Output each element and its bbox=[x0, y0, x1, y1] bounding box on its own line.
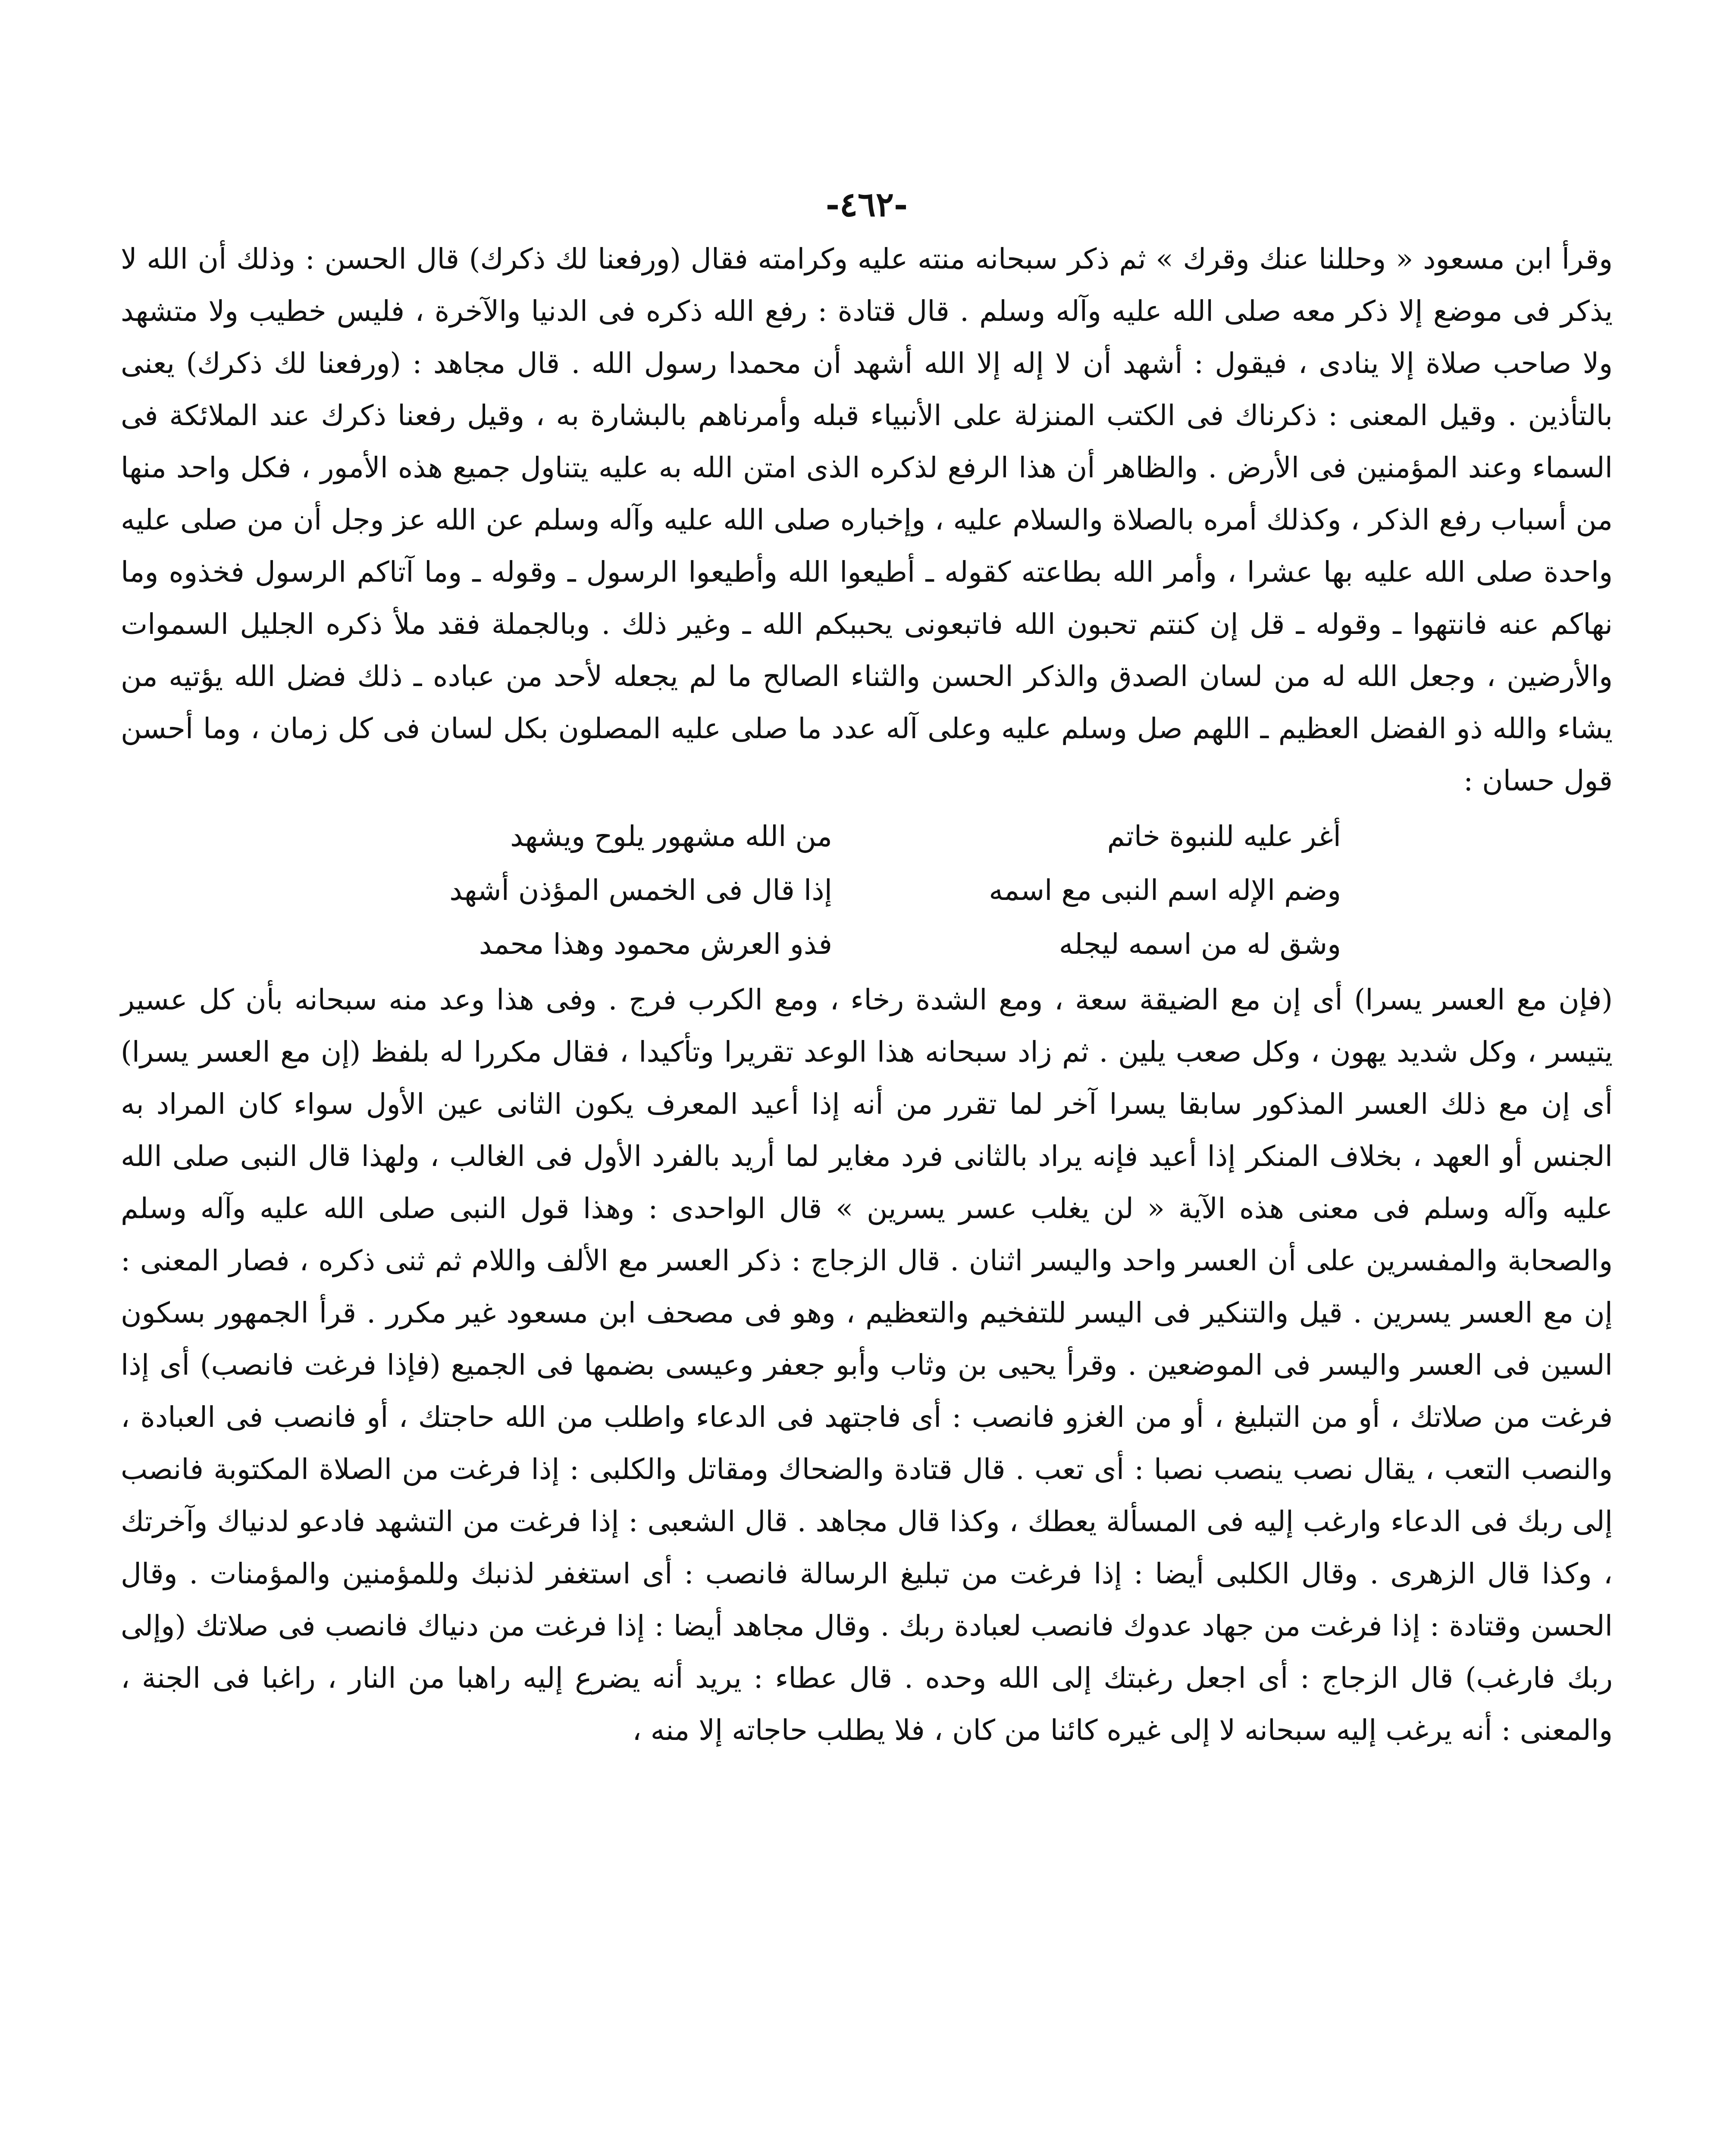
verse-second-hemistich: فذو العرش محمود وهذا محمد bbox=[479, 928, 832, 961]
poem-verse bbox=[392, 809, 1341, 863]
poem bbox=[392, 809, 1341, 971]
page-number: -٤٦٢- bbox=[825, 185, 908, 224]
paragraph: وقرأ ابن مسعود « وحللنا عنك وقرك » ثم ذكر سبحانه منته عليه وكرامته فقال (ورفعنا لك ذكرك) قال الحسن : وذلك أن الله لا يذكر فى موضع إلا ذكر معه صلى الله عليه وآله وسلم . قال قتادة : رفع الله ذكره فى الدنيا والآخرة ، فليس خطيب ولا متشهد ولا صاحب صلاة إلا ينادى ، فيقول : أشهد أن لا إله إلا الله أشهد أن محمدا رسول الله . قال مجاهد : (ورفعنا لك ذكرك) يعنى بالتأذين . وقيل المعنى : ذكرناك فى الكتب المنزلة على الأنبياء قبله وأمرناهم بالبشارة به ، وقيل رفعنا ذكرك عند الملائكة فى السماء وعند المؤمنين فى الأرض . والظاهر أن هذا الرفع لذكره الذى امتن الله به عليه يتناول جميع هذه الأمور ، فكل واحد منها من أسباب رفع الذكر ، وكذلك أمره بالصلاة والسلام عليه ، وإخباره صلى الله عليه وآله وسلم عن الله عز وجل أن من صلى عليه واحدة صلى الله عليه بها عشرا ، وأمر الله بطاعته كقوله ـ أطيعوا الله وأطيعوا الرسول ـ وقوله ـ وما آتاكم الرسول فخذوه وما نهاكم عنه فانتهوا ـ وقوله ـ قل إن كنتم تحبون الله فاتبعونى يحببكم الله ـ وغير ذلك . وبالجملة فقد ملأ ذكره الجليل السموات والأرضين ، وجعل الله له من لسان الصدق والذكر الحسن والثناء الصالح ما لم يجعله لأحد من عباده ـ ذلك فضل الله يؤتيه من يشاء والله ذو الفضل العظيم ـ اللهم صل وسلم عليه وعلى آله عدد ما صلى عليه المصلون بكل لسان فى كل زمان ، وما أحسن قول حسان : bbox=[121, 242, 1613, 797]
verse-first-hemistich: وضم الإله اسم النبى مع اسمه bbox=[989, 874, 1341, 907]
verse-first-hemistich: أغر عليه للنبوة خاتم bbox=[1107, 820, 1341, 853]
verse-second-hemistich: من الله مشهور يلوح ويشهد bbox=[510, 820, 832, 853]
paragraph: (فإن مع العسر يسرا) أى إن مع الضيقة سعة ، ومع الشدة رخاء ، ومع الكرب فرج . وفى هذا وعد منه سبحانه بأن كل عسير يتيسر ، وكل شديد يهون ، وكل صعب يلين . ثم زاد سبحانه هذا الوعد تقريرا وتأكيدا ، فقال مكررا له بلفظ (إن مع العسر يسرا) أى إن مع ذلك العسر المذكور سابقا يسرا آخر لما تقرر من أنه إذا أعيد المعرف يكون الثانى عين الأول سواء كان المراد به الجنس أو العهد ، بخلاف المنكر إذا أعيد فإنه يراد بالثانى فرد مغاير لما أريد بالفرد الأول فى الغالب ، ولهذا قال النبى صلى الله عليه وآله وسلم فى معنى هذه الآية « لن يغلب عسر يسرين » قال الواحدى : وهذا قول النبى صلى الله عليه وآله وسلم والصحابة والمفسرين على أن العسر واحد واليسر اثنان . قال الزجاج : ذكر العسر مع الألف واللام ثم ثنى ذكره ، فصار المعنى : إن مع العسر يسرين . قيل والتنكير فى اليسر للتفخيم والتعظيم ، وهو فى مصحف ابن مسعود غير مكرر . قرأ الجمهور بسكون السين فى العسر واليسر فى الموضعين . وقرأ يحيى بن وثاب وأبو جعفر وعيسى بضمها فى الجميع (فإذا فرغت فانصب) أى إذا فرغت من صلاتك ، أو من التبليغ ، أو من الغزو فانصب : أى فاجتهد فى الدعاء واطلب من الله حاجتك ، أو فانصب فى العبادة ، والنصب التعب ، يقال نصب ينصب نصبا : أى تعب . قال قتادة والضحاك ومقاتل والكلبى : إذا فرغت من الصلاة المكتوبة فانصب إلى ربك فى الدعاء وارغب إليه فى المسألة يعطك ، وكذا قال مجاهد . قال الشعبى : إذا فرغت من التشهد فادعو لدنياك وآخرتك ، وكذا قال الزهرى . وقال الكلبى أيضا : إذا فرغت من تبليغ الرسالة فانصب : أى استغفر لذنبك وللمؤمنين والمؤمنات . وقال الحسن وقتادة : إذا فرغت من جهاد عدوك فانصب لعبادة ربك . وقال مجاهد أيضا : إذا فرغت من دنياك فانصب فى صلاتك (وإلى ربك فارغب) قال الزجاج : أى اجعل رغبتك إلى الله وحده . قال عطاء : يريد أنه يضرع إليه راهبا من النار ، راغبا فى الجنة ، والمعنى : أنه يرغب إليه سبحانه لا إلى غيره كائنا من كان ، فلا يطلب حاجاته إلا منه ، bbox=[121, 983, 1613, 1747]
page bbox=[121, 181, 1613, 2156]
poem-verse bbox=[392, 863, 1341, 917]
poem-verse bbox=[392, 917, 1341, 971]
verse-second-hemistich: إذا قال فى الخمس المؤذن أشهد bbox=[449, 874, 832, 907]
verse-first-hemistich: وشق له من اسمه ليجله bbox=[1059, 928, 1341, 961]
